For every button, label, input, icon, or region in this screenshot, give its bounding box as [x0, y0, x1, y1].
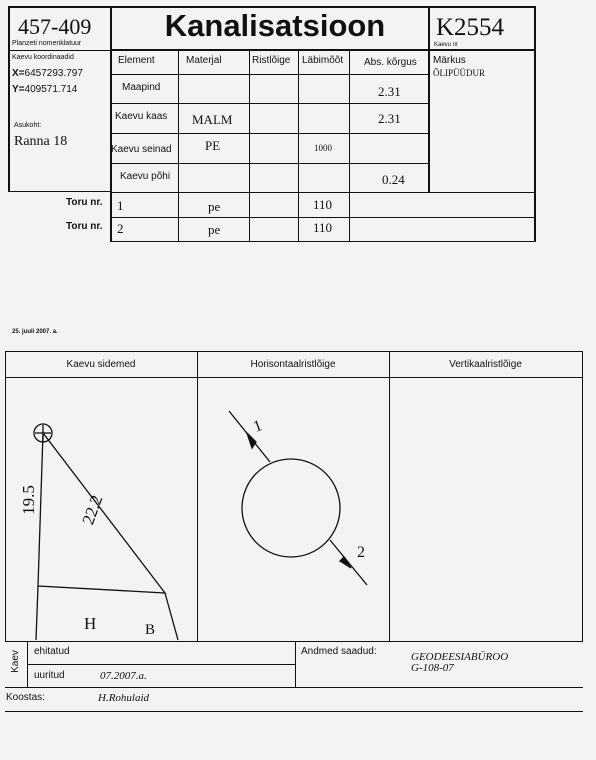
col-header-element: Element	[118, 55, 155, 66]
col-title-horizontal: Horisontaalristlõige	[250, 359, 336, 370]
row-material: PE	[205, 138, 221, 153]
surveyed-value: 07.2007.a.	[100, 670, 147, 682]
data-value-1: GEODEESIABÜROO	[411, 651, 509, 663]
built-label: ehitatud	[34, 646, 70, 657]
col-header-section: Ristlõige	[252, 55, 291, 66]
coord-y-value: 409571.714	[24, 84, 78, 95]
building-outline	[36, 586, 178, 640]
row-element: Kaevu seinad	[111, 144, 172, 155]
location-value: Ranna 18	[14, 134, 68, 149]
planzet-label: Planzeti nomenklatuur	[12, 40, 82, 47]
data-value-2: G-108-07	[411, 662, 454, 674]
mark-h: H	[84, 614, 97, 633]
well-number: K2554	[436, 14, 505, 41]
row-element: Kaevu kaas	[115, 111, 168, 122]
side-label: Kaev	[9, 650, 21, 673]
location-label: Asukoht:	[14, 122, 42, 129]
data-label: Andmed saadud:	[301, 646, 377, 657]
planzet-value: 457-409	[18, 14, 92, 39]
pipe-2-label: 2	[357, 544, 365, 561]
pipe-material: pe	[208, 199, 221, 214]
row-element: Maapind	[122, 82, 161, 93]
dist-diag: 22.2	[78, 492, 107, 528]
coord-y-label: Y=	[12, 84, 25, 95]
coords-label: Kaevu koordinaadid	[12, 54, 74, 61]
coord-x-label: X=	[12, 68, 25, 79]
mark-b: B	[145, 622, 156, 638]
pipe-1-label: 1	[251, 417, 265, 436]
pipe-diameter: 110	[313, 197, 333, 212]
col-title-links: Kaevu sidemed	[66, 359, 136, 370]
row-material: MALM	[192, 112, 233, 127]
dist-left: 19.5	[18, 485, 38, 515]
pipe-diameter: 110	[313, 220, 333, 235]
pipe-number: 1	[117, 198, 124, 213]
surveyed-label: uuritud	[34, 670, 65, 681]
col-header-height: Abs. kõrgus	[364, 57, 417, 68]
well-number-label: Kaevu nr	[434, 42, 459, 48]
col-title-vertical: Vertikaalristlõige	[449, 359, 522, 370]
row-diameter: 1000	[314, 143, 332, 153]
well-circle	[242, 459, 340, 557]
pipe-label: Toru nr.	[66, 197, 103, 208]
coord-x-value: 6457293.797	[24, 68, 83, 79]
row-height: 0.24	[382, 172, 405, 187]
date-note: 25. juuli 2007. a.	[12, 329, 58, 335]
pipe-material: pe	[208, 222, 221, 237]
notes-value: ÕLIPÜÜDUR	[433, 68, 486, 78]
pipe-label: Toru nr.	[66, 221, 103, 232]
page-title: Kanalisatsioon	[164, 8, 386, 43]
row-height: 2.31	[378, 111, 401, 126]
col-header-diameter: Läbimõõt	[302, 55, 344, 66]
row-height: 2.31	[378, 84, 401, 99]
author-label: Koostas:	[6, 692, 45, 703]
col-header-material: Materjal	[186, 55, 222, 66]
row-element: Kaevu põhi	[120, 171, 171, 182]
notes-label: Märkus	[433, 55, 466, 66]
author-value: H.Rohulaid	[98, 692, 150, 704]
pipe-number: 2	[117, 221, 124, 236]
